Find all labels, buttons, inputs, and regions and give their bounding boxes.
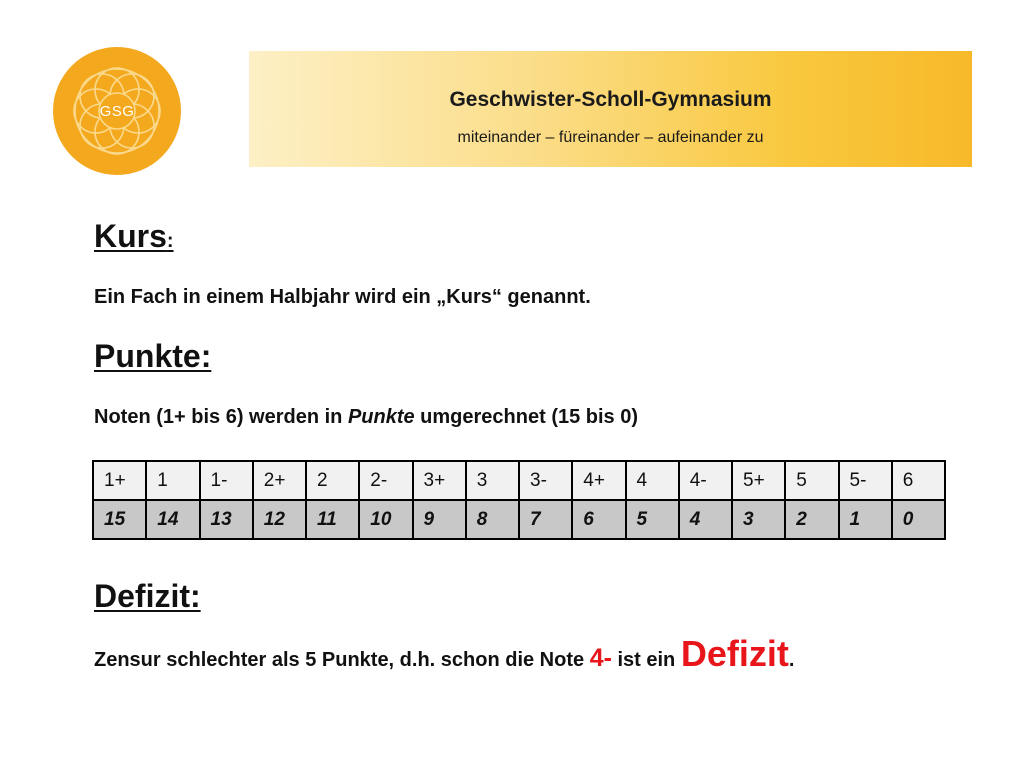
kurs-heading [94,220,174,252]
points-cell: 4 [679,500,732,539]
defizit-definition [94,633,795,674]
defizit-text-end: . [788,649,795,671]
grade-cell: 2- [359,461,412,500]
defizit-text-before: Zensur schlechter als 5 Punkte, d.h. schon die Note [94,649,590,671]
points-cell: 5 [626,500,679,539]
grade-cell: 1+ [93,461,146,500]
grade-points-table [92,460,946,540]
points-cell: 13 [200,500,253,539]
school-name: Geschwister-Scholl-Gymnasium [449,88,772,111]
grade-cell: 5 [785,461,838,500]
grade-cell: 4 [626,461,679,500]
grade-cell: 4+ [572,461,625,500]
defizit-word-highlight: Defizit [680,633,789,674]
grade-cell: 2+ [253,461,306,500]
grade-cell: 5+ [732,461,785,500]
defizit-text-middle: ist ein [611,649,681,671]
kurs-heading-colon: : [166,230,174,252]
points-cell: 2 [785,500,838,539]
defizit-heading: Defizit: [94,578,201,614]
school-motto: miteinander – füreinander – aufeinander zu [457,129,764,146]
grade-cell: 3+ [413,461,466,500]
points-cell: 0 [892,500,945,539]
grade-cell: 4- [679,461,732,500]
punkte-text-before: Noten (1+ bis 6) werden in [94,406,348,428]
kurs-definition: Ein Fach in einem Halbjahr wird ein „Kurs“ genannt. [94,286,591,308]
defizit-grade-highlight: 4- [589,644,612,672]
grade-cell: 1- [200,461,253,500]
logo-text: GSG [99,102,135,120]
points-row [93,500,945,539]
points-cell: 1 [839,500,892,539]
punkte-heading: Punkte: [94,338,212,374]
grade-cell: 3- [519,461,572,500]
points-cell: 7 [519,500,572,539]
punkte-definition [94,407,638,427]
grade-cell: 1 [146,461,199,500]
punkte-text-italic: Punkte [347,406,415,428]
points-cell: 15 [93,500,146,539]
points-cell: 10 [359,500,412,539]
punkte-text-after: umgerechnet (15 bis 0) [414,406,639,428]
header-banner [249,51,972,167]
grade-cell: 3 [466,461,519,500]
points-cell: 3 [732,500,785,539]
points-cell: 8 [466,500,519,539]
points-cell: 11 [306,500,359,539]
grade-cell: 5- [839,461,892,500]
points-cell: 12 [253,500,306,539]
points-cell: 9 [413,500,466,539]
kurs-heading-text: Kurs [94,218,167,254]
points-cell: 14 [146,500,199,539]
grade-cell: 6 [892,461,945,500]
grades-row [93,461,945,500]
points-cell: 6 [572,500,625,539]
grade-cell: 2 [306,461,359,500]
school-logo [52,46,182,176]
